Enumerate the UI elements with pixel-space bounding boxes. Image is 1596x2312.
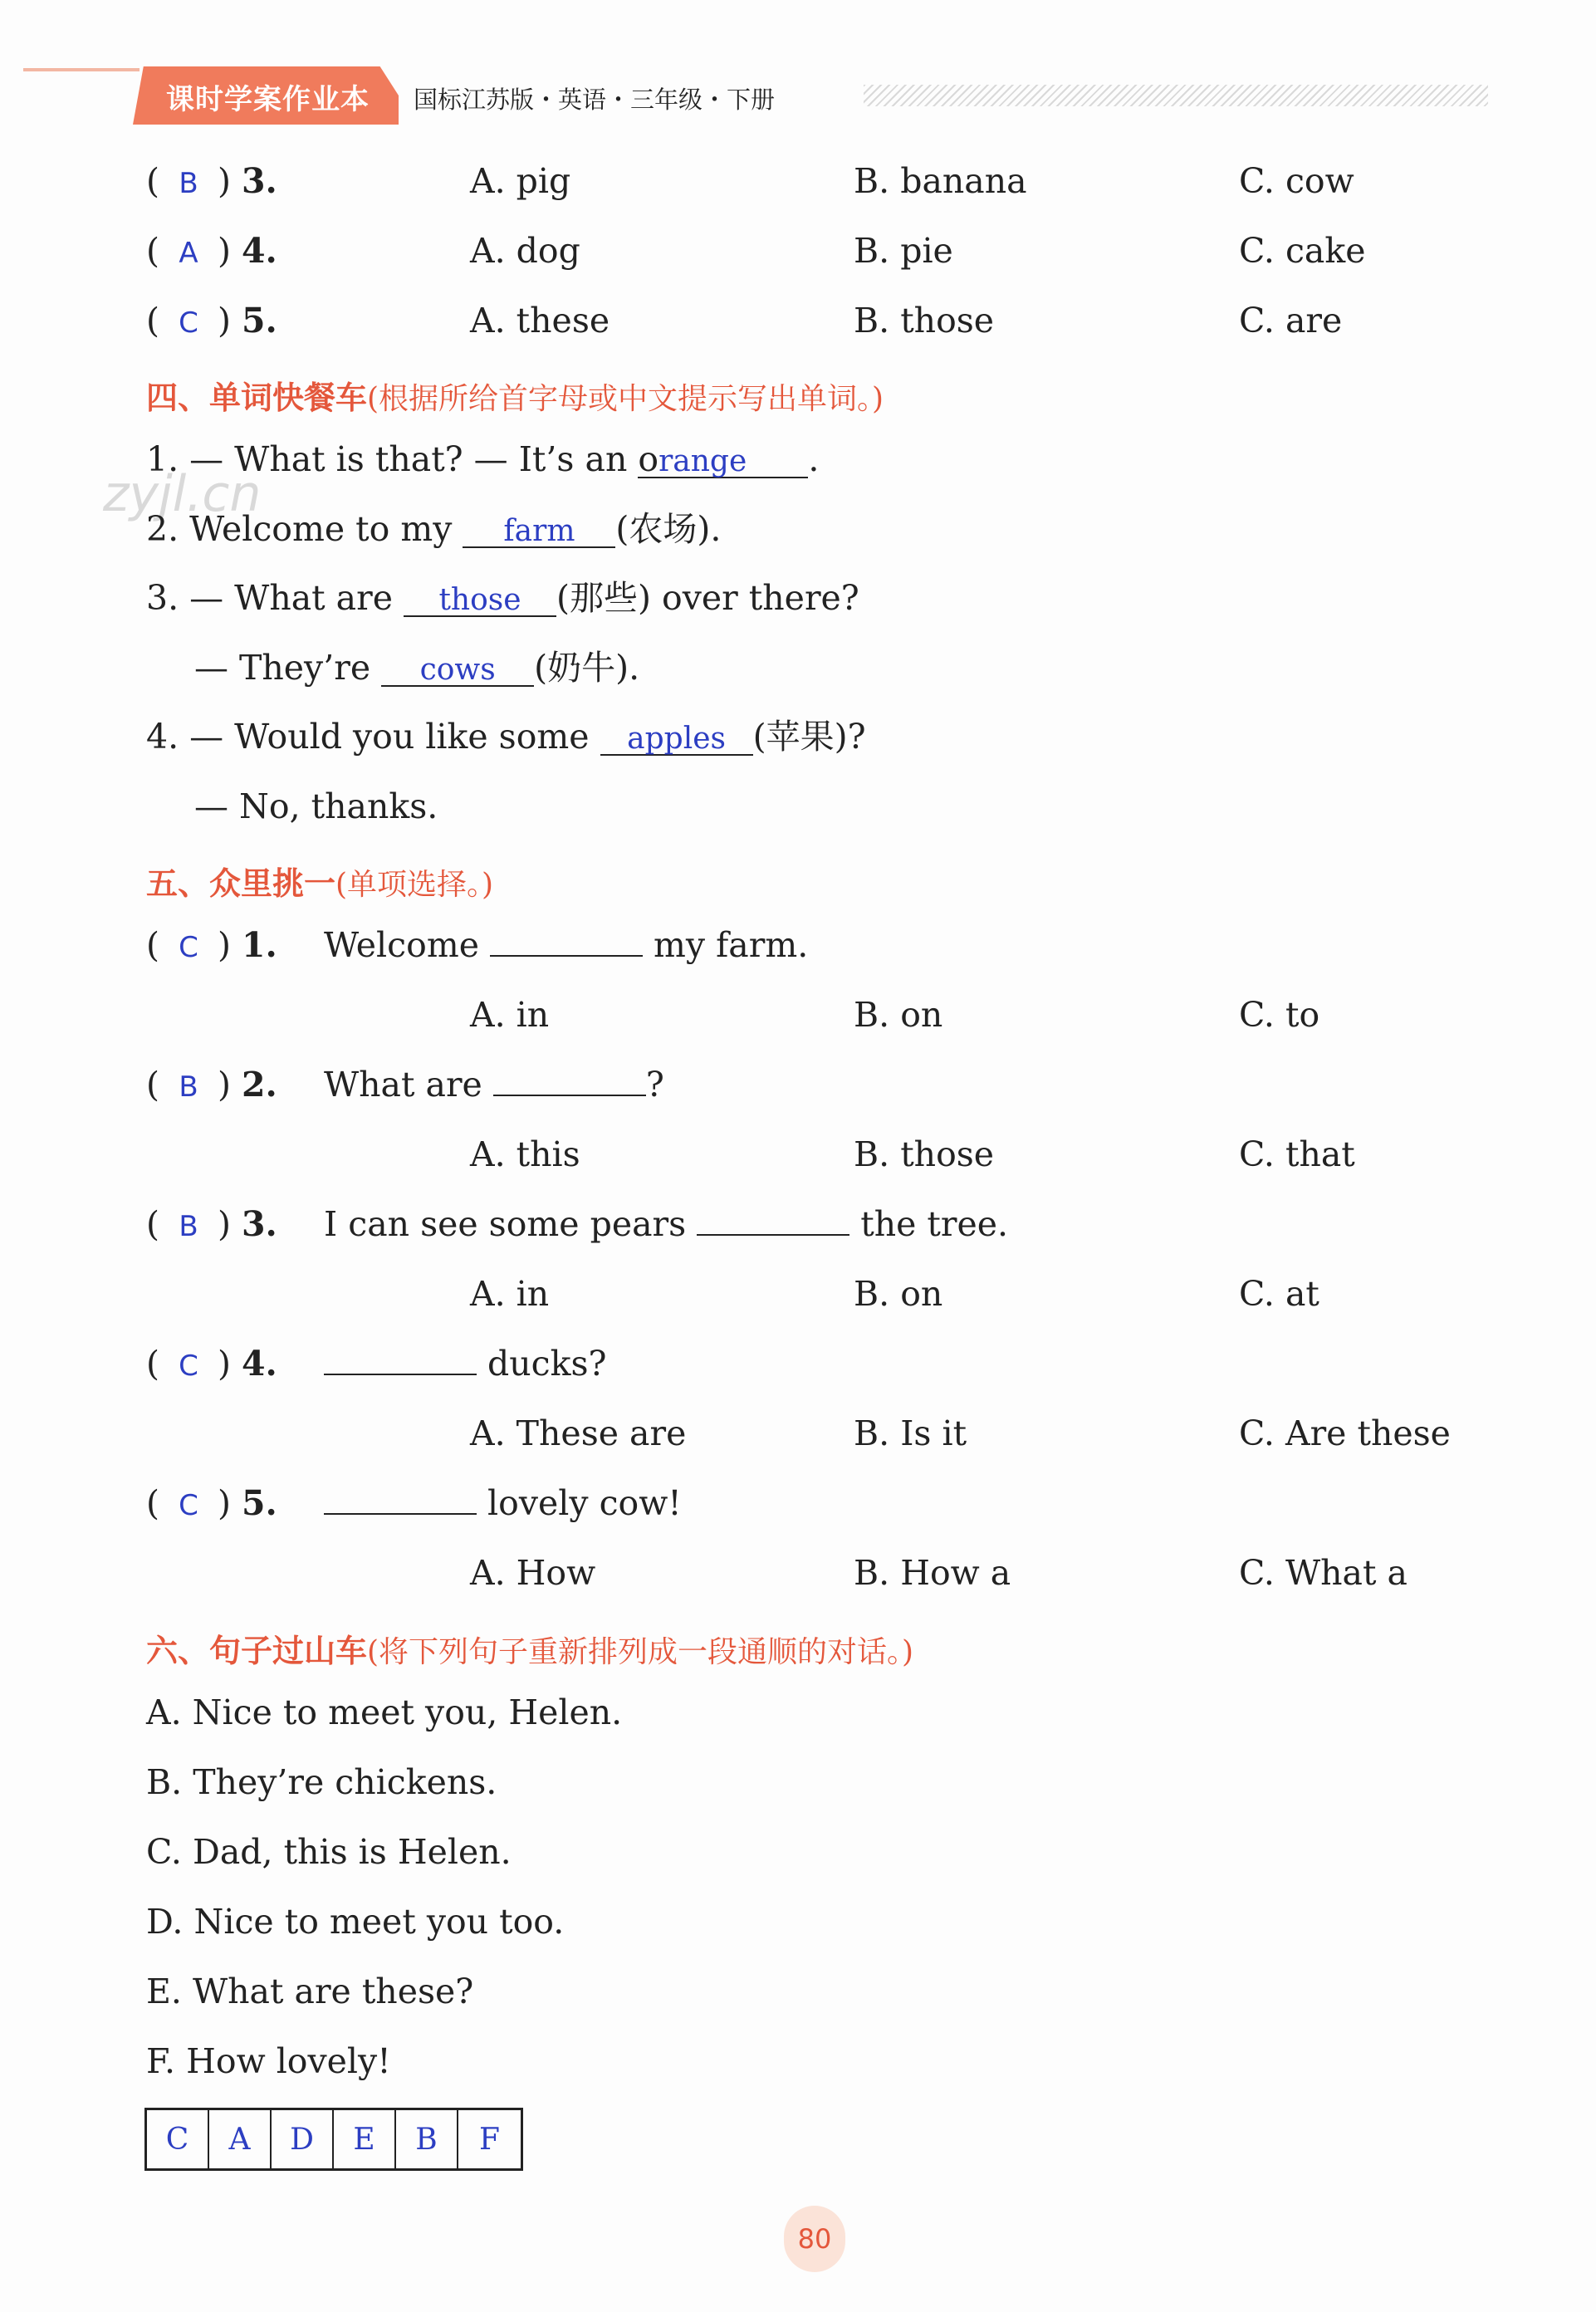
- s4-q1: [146, 439, 820, 479]
- question-stem: [324, 1483, 682, 1523]
- dialogue-line-a: A. Nice to meet you, Helen.: [146, 1692, 623, 1732]
- option-a: A. How: [470, 1553, 596, 1593]
- section-instruction: (根据所给首字母或中文提示写出单词。): [367, 382, 884, 416]
- answer: B: [179, 1210, 198, 1243]
- answer: C: [179, 1349, 198, 1383]
- blank: [490, 955, 643, 957]
- option-a: A. These are: [470, 1413, 687, 1453]
- question-stem: [324, 925, 809, 965]
- question-stem: [324, 1204, 1009, 1244]
- section-title: 五、众里挑一: [146, 865, 336, 902]
- order-cell: D: [272, 2110, 334, 2168]
- option-c: C. Are these: [1239, 1413, 1451, 1453]
- stem-pre: I can see some pears: [324, 1204, 698, 1244]
- question-number: 3.: [242, 1204, 277, 1244]
- book-title: 国标江苏版・英语・三年级・下册: [414, 86, 776, 114]
- question-text-end: (奶牛).: [534, 648, 640, 688]
- option-b: B. pie: [854, 231, 953, 271]
- option-a: A. in: [470, 1274, 550, 1314]
- question-number: 4.: [242, 1344, 277, 1384]
- question-number: 1.: [242, 925, 277, 965]
- stem-post: the tree.: [849, 1204, 1009, 1244]
- hint-letter: o: [638, 439, 659, 479]
- dialogue-line-c: C. Dad, this is Helen.: [146, 1832, 512, 1872]
- s5-q1: ( C ) 1. Welcome my farm.: [146, 925, 809, 965]
- question-number: 4.: [242, 231, 277, 271]
- answer: cows: [419, 653, 496, 687]
- section-title: 四、单词快餐车: [146, 380, 368, 416]
- s5-q4: ( C ) 4. ducks?: [146, 1344, 607, 1384]
- page-number: 80: [784, 2206, 845, 2272]
- stem-post: my farm.: [643, 925, 809, 965]
- answer: C: [179, 306, 198, 340]
- section-title: 六、句子过山车: [146, 1633, 368, 1669]
- order-cell: C: [147, 2110, 209, 2168]
- section-4-heading: [146, 372, 884, 418]
- question-stem: [324, 1344, 607, 1384]
- option-a: A. in: [470, 995, 550, 1035]
- option-a: A. dog: [470, 231, 580, 271]
- answer: range: [658, 444, 747, 478]
- blank: [493, 1095, 646, 1096]
- s4-q3-reply: [194, 648, 640, 688]
- order-cell: E: [334, 2110, 396, 2168]
- option-a: A. this: [470, 1134, 580, 1174]
- answer: C: [179, 1489, 198, 1522]
- option-c: C. are: [1239, 301, 1343, 340]
- question-text: 4. — Would you like some: [146, 717, 600, 757]
- answer: farm: [503, 514, 575, 548]
- header-hatch-decoration: [864, 85, 1488, 106]
- blank: [324, 1374, 477, 1375]
- option-a: A. these: [470, 301, 610, 340]
- answer: A: [179, 237, 198, 270]
- question-text: 2. Welcome to my: [146, 509, 463, 549]
- answer-blank: [638, 439, 808, 479]
- header-rule: [23, 68, 140, 71]
- answer-blank: [404, 581, 556, 617]
- option-b: B. on: [854, 1274, 943, 1314]
- blank: [697, 1234, 849, 1236]
- option-b: B. Is it: [854, 1413, 967, 1453]
- stem-post: ducks?: [477, 1344, 607, 1384]
- question-number: 3.: [242, 161, 277, 201]
- dialogue-line-f: F. How lovely!: [146, 2041, 391, 2081]
- order-cell: B: [396, 2110, 458, 2168]
- question-number: 5.: [242, 1483, 277, 1523]
- s5-q3: ( B ) 3. I can see some pears the tree.: [146, 1204, 1009, 1244]
- question-number: 2.: [242, 1065, 277, 1105]
- s4-q3: [146, 578, 859, 618]
- s5-q5: ( C ) 5. lovely cow!: [146, 1483, 682, 1523]
- answer: C: [179, 931, 198, 964]
- question-text: 3. — What are: [146, 578, 404, 618]
- s3-item-4: ( A ) 4. A. dog B. pie C. cake: [146, 231, 1366, 271]
- option-c: C. cake: [1239, 231, 1366, 271]
- stem-pre: Welcome: [324, 925, 490, 965]
- s4-q4-reply: — No, thanks.: [194, 786, 438, 826]
- dialogue-line-e: E. What are these?: [146, 1972, 474, 2011]
- question-text: 1. — What is that? — It’s an: [146, 439, 639, 479]
- answer: those: [438, 583, 521, 617]
- order-cell: F: [479, 2122, 500, 2157]
- s4-q4: [146, 717, 866, 757]
- question-text-end: (那些) over there?: [556, 578, 859, 618]
- header-badge-text: 课时学案作业本: [166, 83, 370, 116]
- option-b: B. on: [854, 995, 943, 1035]
- section-6-heading: [146, 1625, 913, 1671]
- question-number: 5.: [242, 301, 277, 340]
- order-cell: A: [209, 2110, 272, 2168]
- question-text-end: (苹果)?: [752, 717, 866, 757]
- answer: B: [179, 167, 198, 200]
- section-instruction: (将下列句子重新排列成一段通顺的对话。): [367, 1635, 914, 1669]
- s4-q2: [146, 509, 722, 549]
- punctuation: .: [808, 439, 820, 479]
- question-text: — They’re: [194, 648, 382, 688]
- option-b: B. banana: [854, 161, 1027, 201]
- option-c: C. cow: [1239, 161, 1354, 201]
- s5-q2: ( B ) 2. What are ?: [146, 1065, 664, 1105]
- option-b: B. those: [854, 301, 995, 340]
- option-b: B. How a: [854, 1553, 1011, 1593]
- section-instruction: (单项选择。): [335, 868, 494, 902]
- question-text-end: (农场).: [615, 509, 722, 549]
- blank: [324, 1513, 477, 1515]
- s3-item-5: ( C ) 5. A. these B. those C. are: [146, 301, 1343, 340]
- option-c: C. to: [1239, 995, 1320, 1035]
- section-5-heading: [146, 858, 493, 904]
- option-c: C. at: [1239, 1274, 1319, 1314]
- stem-post: ?: [645, 1065, 664, 1105]
- option-c: C. What a: [1239, 1553, 1408, 1593]
- answer-blank: [463, 512, 615, 548]
- answer: apples: [627, 722, 726, 756]
- dialogue-line-d: D. Nice to meet you too.: [146, 1902, 565, 1942]
- s3-item-3: ( B ) 3. A. pig B. banana C. cow: [146, 161, 1354, 201]
- stem-pre: What are: [324, 1065, 493, 1105]
- answer: B: [179, 1070, 198, 1104]
- watermark: zyjl.cn: [103, 465, 262, 523]
- answer-order-box: [144, 2108, 523, 2171]
- option-b: B. those: [854, 1134, 995, 1174]
- stem-post: lovely cow!: [477, 1483, 682, 1523]
- answer-blank: [381, 651, 534, 687]
- option-a: A. pig: [470, 161, 571, 201]
- dialogue-line-b: B. They’re chickens.: [146, 1762, 497, 1802]
- option-c: C. that: [1239, 1134, 1355, 1174]
- question-stem: [324, 1065, 664, 1105]
- answer-blank: [600, 720, 753, 756]
